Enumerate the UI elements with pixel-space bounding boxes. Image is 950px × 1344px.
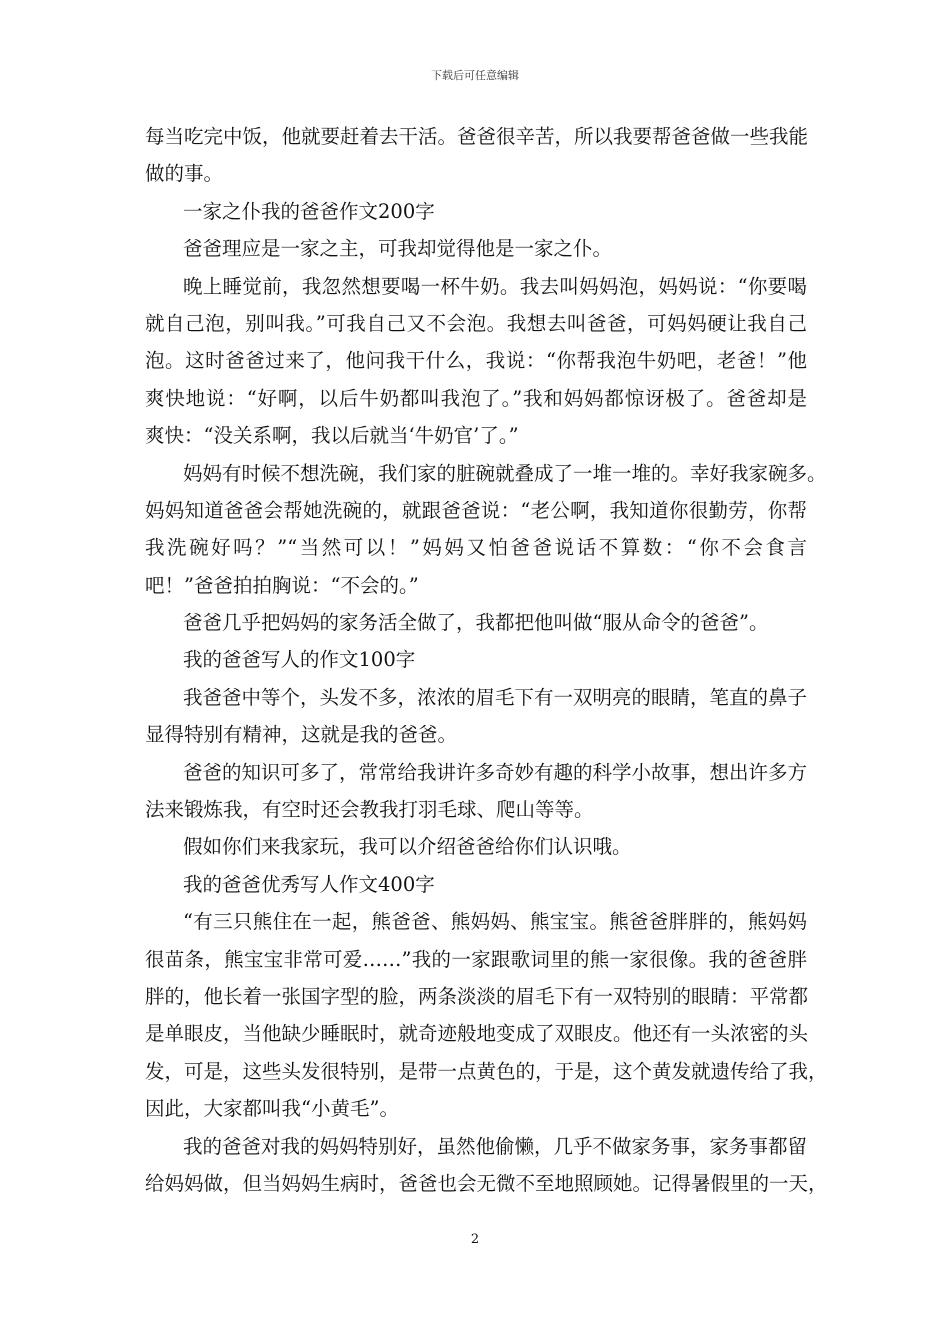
text-line: 很苗条，熊宝宝非常可爱……”我的一家跟歌词里的熊一家很像。我的爸爸胖 bbox=[145, 947, 807, 971]
paragraph bbox=[145, 608, 807, 645]
paragraph bbox=[145, 907, 828, 1131]
text-line: 我的爸爸优秀写人作文400字 bbox=[183, 872, 435, 896]
text-line: 一家之仆我的爸爸作文200字 bbox=[183, 199, 435, 223]
text-line: 爽快：“没关系啊，我以后就当‘牛奶官’了。” bbox=[145, 424, 519, 448]
text-line: 妈妈有时候不想洗碗，我们家的脏碗就叠成了一堆一堆的。幸好我家碗多。 bbox=[183, 461, 827, 485]
text-line: 是单眼皮，当他缺少睡眠时，就奇迹般地变成了双眼皮。他还有一头浓密的头 bbox=[145, 1022, 809, 1046]
text-line: 爽快地说：“好啊，以后牛奶都叫我泡了。”我和妈妈都惊讶极了。爸爸却是 bbox=[145, 386, 807, 410]
text-line: 我的爸爸对我的妈妈特别好，虽然他偷懒，几乎不做家务事，家务事都留 bbox=[183, 1134, 808, 1158]
paragraph bbox=[145, 234, 807, 271]
paragraph bbox=[145, 870, 807, 907]
text-line: 每当吃完中饭，他就要赶着去干活。爸爸很辛苦，所以我要帮爸爸做一些我能 bbox=[145, 125, 809, 148]
paragraph bbox=[145, 122, 807, 197]
text-line: 发，可是，这些头发很特别，是带一点黄色的，于是，这个黄发就遗传给了我， bbox=[145, 1059, 828, 1083]
paragraph bbox=[145, 758, 807, 833]
text-line: 爸爸几乎把妈妈的家务活全做了，我都把他叫做“服从命令的爸爸”。 bbox=[183, 611, 769, 635]
text-line: 泡。这时爸爸过来了，他问我干什么，我说：“你帮我泡牛奶吧，老爸！”他 bbox=[145, 349, 807, 373]
text-line: 爸爸理应是一家之主，可我却觉得他是一家之仆。 bbox=[183, 237, 613, 261]
paragraph bbox=[145, 645, 807, 682]
text-line: 做的事。 bbox=[145, 162, 224, 186]
text-line: 法来锻炼我，有空时还会教我打羽毛球、爬山等等。 bbox=[145, 798, 594, 822]
text-line: 我爸爸中等个，头发不多，浓浓的眉毛下有一双明亮的眼睛，笔直的鼻子 bbox=[183, 685, 808, 709]
page-number: 2 bbox=[470, 1232, 480, 1247]
text-line: “有三只熊住在一起，熊爸爸、熊妈妈、熊宝宝。熊爸爸胖胖的，熊妈妈 bbox=[183, 910, 807, 934]
text-line: 晚上睡觉前，我忽然想要喝一杯牛奶。我去叫妈妈泡，妈妈说：“你要喝 bbox=[183, 274, 807, 298]
paragraph bbox=[145, 197, 807, 234]
paragraph bbox=[145, 459, 827, 609]
text-line: 我洗碗好吗？”“当然可以！”妈妈又怕爸爸说话不算数：“你不会食言 bbox=[145, 536, 807, 560]
paragraph bbox=[145, 1132, 828, 1207]
paragraph bbox=[145, 683, 807, 758]
text-line: 吧！”爸爸拍拍胸说：“不会的。” bbox=[145, 573, 419, 597]
text-line: 假如你们来我家玩，我可以介绍爸爸给你们认识哦。 bbox=[183, 835, 632, 859]
text-line: 胖的，他长着一张国字型的脸，两条淡淡的眉毛下有一双特别的眼睛：平常都 bbox=[145, 984, 809, 1008]
text-line: 给妈妈做，但当妈妈生病时，爸爸也会无微不至地照顾她。记得暑假里的一天， bbox=[145, 1171, 828, 1195]
text-line: 爸爸的知识可多了，常常给我讲许多奇妙有趣的科学小故事，想出许多方 bbox=[183, 760, 808, 784]
document-body bbox=[145, 122, 828, 1206]
text-line: 因此，大家都叫我“小黄毛”。 bbox=[145, 1097, 399, 1121]
paragraph bbox=[145, 832, 807, 869]
paragraph bbox=[145, 272, 807, 459]
text-line: 妈妈知道爸爸会帮她洗碗的，就跟爸爸说：“老公啊，我知道你很勤劳，你帮 bbox=[145, 498, 807, 522]
page-header: 下载后可任意编辑 bbox=[431, 69, 519, 82]
text-line: 就自己泡，别叫我。”可我自己又不会泡。我想去叫爸爸，可妈妈硬让我自己 bbox=[145, 311, 807, 335]
text-line: 显得特别有精神，这就是我的爸爸。 bbox=[145, 723, 458, 747]
text-line: 我的爸爸写人的作文100字 bbox=[183, 648, 416, 672]
